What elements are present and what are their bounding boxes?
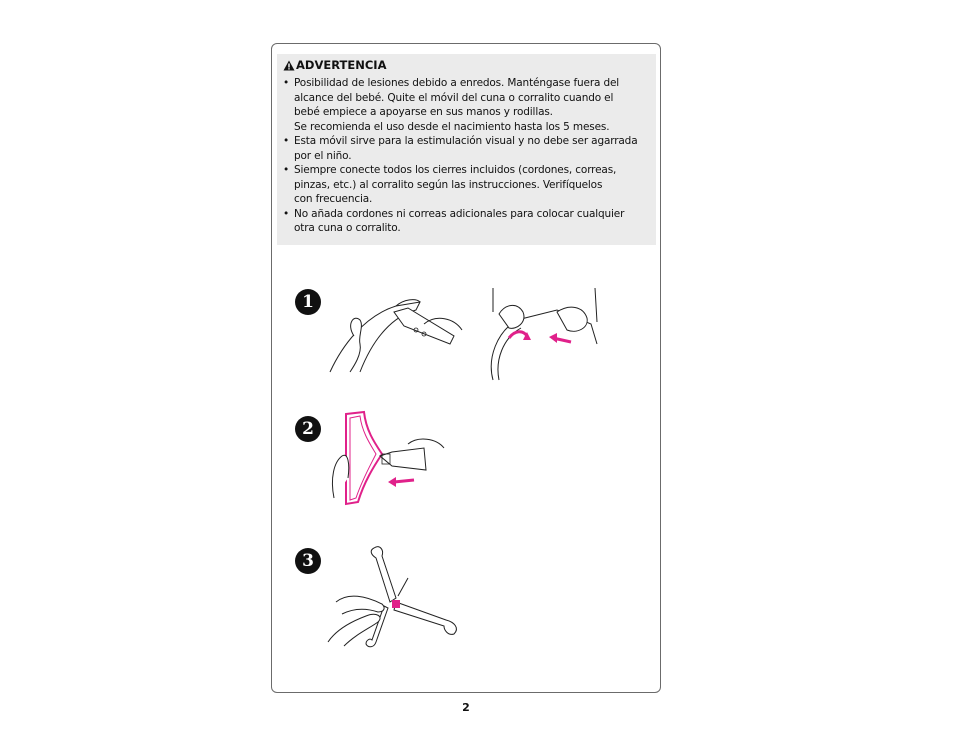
warning-line: Siempre conecte todos los cierres incluidos (cordones, correas, xyxy=(294,164,617,176)
warning-line: Se recomienda el uso desde el nacimiento hasta los 5 meses. xyxy=(294,120,610,133)
step-3-badge: 3 xyxy=(295,548,321,574)
warning-bullet: • No añada cordones ni correas adicionales para colocar cualquier otra cuna o corralito. xyxy=(283,207,650,236)
warning-bullet: • Siempre conecte todos los cierres incluidos (cordones, correas, pinzas, etc.) al corralito según las instrucciones. Verifíquelos con frecuencia. xyxy=(283,163,650,207)
step-2-badge: 2 xyxy=(295,416,321,442)
warning-line: Esta móvil sirve para la estimulación visual y no debe ser agarrada xyxy=(294,135,638,147)
warning-list xyxy=(283,76,650,236)
warning-line: pinzas, etc.) al corralito según las instrucciones. Verifíquelos xyxy=(294,178,603,191)
warning-line: por el niño. xyxy=(294,149,352,162)
warning-line: bebé empiece a apoyarse en sus manos y rodillas. xyxy=(294,106,553,118)
warning-bullet: • Esta móvil sirve para la estimulación visual y no debe ser agarrada por el niño. xyxy=(283,134,650,163)
warning-line: otra cuna o corralito. xyxy=(294,222,401,234)
warning-title: ADVERTENCIA xyxy=(296,58,387,72)
step-1-badge: 1 xyxy=(295,289,321,315)
step-2-illustration xyxy=(328,408,448,508)
warning-line: No añada cordones ni correas adicionales para colocar cualquier xyxy=(294,207,625,220)
warning-triangle-icon xyxy=(283,60,295,71)
warning-heading xyxy=(283,57,650,73)
page-number: 2 xyxy=(462,701,470,714)
warning-line: con frecuencia. xyxy=(294,193,373,205)
step-1-illustration-b xyxy=(487,288,617,384)
instruction-card xyxy=(271,43,661,693)
step-1-illustration-a xyxy=(324,296,464,376)
warning-bullet: • Posibilidad de lesiones debido a enredos. Manténgase fuera del alcance del bebé. Quite el móvil del cuna o corralito cuando el bebé empiece a apoyarse en sus manos y rodillas. Se recomienda el uso desde el nacimiento hasta los 5 meses. xyxy=(283,76,650,134)
warning-box xyxy=(277,54,656,245)
step-3-illustration xyxy=(326,542,466,652)
warning-line: Posibilidad de lesiones debido a enredos. Manténgase fuera del xyxy=(294,77,620,89)
warning-line: alcance del bebé. Quite el móvil del cuna o corralito cuando el xyxy=(294,91,614,104)
